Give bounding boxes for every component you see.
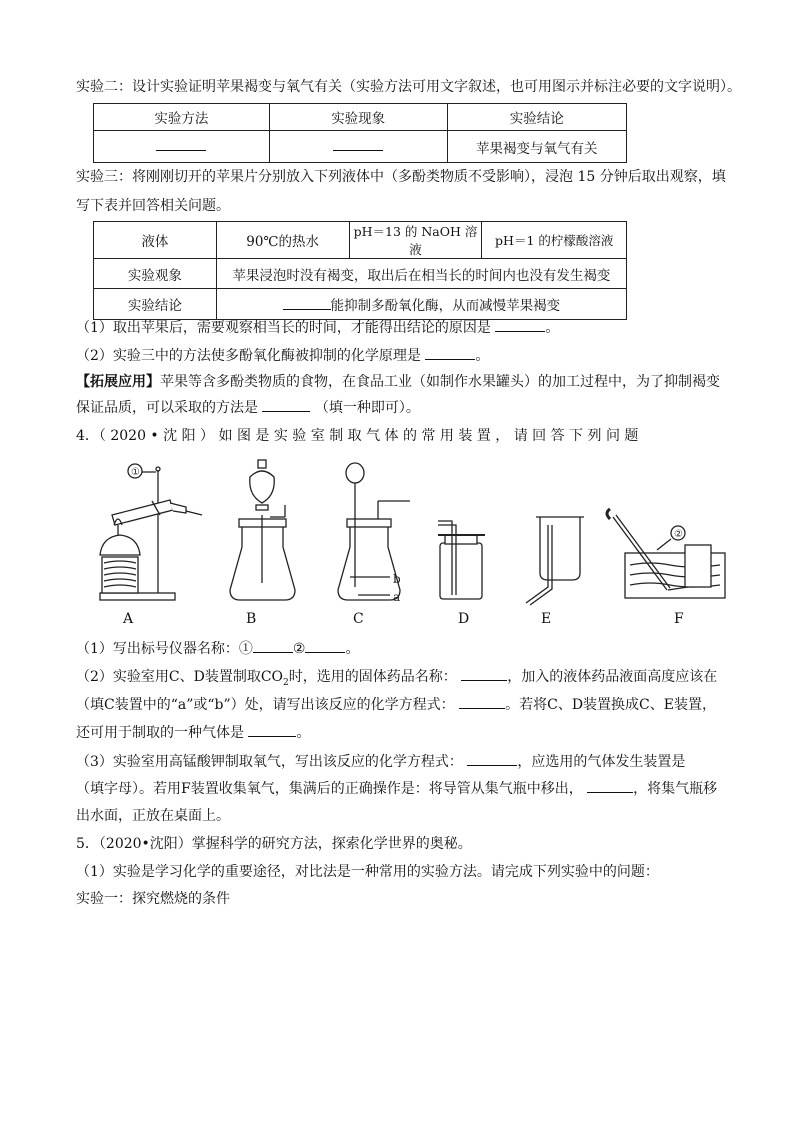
p4-question-2-line3 [76,722,310,742]
answer-blank[interactable] [587,792,633,793]
punct: 。 [545,320,560,336]
label-b: B [246,611,257,627]
question-text: ，加入的液体药品液面高度应该在 [507,669,718,685]
answer-blank[interactable] [156,150,206,151]
apparatus-b [230,460,295,600]
p4-question-3-line1 [76,751,685,771]
mark-2: ② [674,529,683,540]
table-header: 实验现象 [269,104,447,131]
answer-blank[interactable] [495,331,545,332]
mark-1: ① [131,467,140,478]
table-cell[interactable] [94,131,270,163]
mark-a: a [393,590,401,604]
p4-question-2-line2 [76,694,716,714]
label-a: A [123,611,134,627]
table-cell: 90℃的热水 [216,222,349,259]
question-text: （1）取出苹果后，需要观察相当长的时间，才能得出结论的原因是 [76,320,491,336]
table-header: 实验结论 [447,104,626,131]
exp2-intro: 实验二：设计实验证明苹果褐变与氧气有关（实验方法可用文字叙述，也可用图示并标注必要的文字说明）。 [76,79,741,95]
punct: 。 [475,348,490,364]
p5-question-1: （1）实验是学习化学的重要途径，对比法是一种常用的实验方法。请完成下列实验中的问题： [76,864,659,880]
apparatus-e [526,517,584,605]
answer-blank[interactable] [283,309,331,310]
answer-blank[interactable] [253,652,293,653]
table-exp2 [93,103,627,163]
apparatus-a [100,464,202,600]
question-text: （2）实验室用C、D装置制取CO [76,669,284,685]
question-text: （1）写出标号仪器名称：① [76,641,253,657]
table-cell: 液体 [94,222,217,259]
table-cell [216,289,626,320]
p4-question-2-line1 [76,666,717,688]
question-text: （填C装置中的“a”或“b”）处，请写出该反应的化学方程式： [76,697,455,713]
question-text: 还可用于制取的一种气体是 [76,725,244,741]
extension-line2 [76,397,420,417]
exp3-line2: 写下表并回答相关问题。 [76,198,230,214]
question-text: 。若将C、D装置换成C、E装置， [505,697,716,713]
subscript: 2 [283,677,289,688]
question-text: （2）实验三中的方法使多酚氧化酶被抑制的化学原理是 [76,348,421,364]
question-text: ，应选用的气体发生装置是 [517,754,686,770]
table-cell[interactable] [269,131,447,163]
label-f: F [674,611,684,627]
question-text: （3）实验室用高锰酸钾制取氧气，写出该反应的化学方程式： [76,754,463,770]
answer-blank[interactable] [459,708,505,709]
p4-question-3-line2 [76,778,717,798]
apparatus-d [438,521,485,599]
question-1 [76,317,559,337]
conclusion-text: 能抑制多酚氧化酶，从而减慢苹果褐变 [330,298,561,314]
problem-4-title: 4．（ 2020 • 沈 阳 ） 如 图 是 实 验 室 制 取 气 体 的 常 用 装 置 ， 请 回 答 下 列 问 题 [76,428,639,444]
question-text: 。 [345,641,360,657]
question-text: ② [292,641,306,657]
answer-blank[interactable] [461,680,507,681]
label-e: E [541,611,552,627]
answer-blank[interactable] [248,736,296,737]
question-text: （填字母）。若用F装置收集氧气，集满后的正确操作是：将导管从集气瓶中移出， [76,781,583,797]
answer-blank[interactable] [467,765,517,766]
question-text: 时，选用的固体药品名称： [288,669,457,685]
extension-label: 【拓展应用】 [76,374,160,390]
table-cell: pH＝1 的柠檬酸溶液 [482,222,627,259]
apparatus-f [607,509,725,598]
answer-blank[interactable] [425,359,475,360]
answer-blank[interactable] [333,150,383,151]
mark-b: b [393,572,401,586]
extension-text: （填一种即可）。 [314,400,420,416]
table-cell: 苹果褐变与氧气有关 [447,131,626,163]
exp3-line1: 实验三：将刚刚切开的苹果片分别放入下列液体中（多酚类物质不受影响），浸泡 15 分钟后取出观察，填 [76,169,726,185]
answer-blank[interactable] [305,652,345,653]
p4-question-3-line3: 出水面，正放在桌面上。 [76,808,230,824]
extension-line1 [76,371,720,391]
question-2 [76,345,489,365]
label-d: D [458,611,470,627]
problem-5-title: 5．（2020•沈阳）掌握科学的研究方法，探索化学世界的奥秘。 [76,836,472,852]
table-cell: 实验观象 [94,259,217,289]
extension-text: 保证品质，可以采取的方法是 [76,400,258,416]
table-cell: 苹果浸泡时没有褐变，取出后在相当长的时间内也没有发生褐变 [216,259,626,289]
label-c: C [353,611,364,627]
punct: 。 [296,725,311,741]
answer-blank[interactable] [262,411,310,412]
table-cell: 实验结论 [94,289,217,320]
apparatus-c [338,463,410,604]
p5-experiment-1: 实验一：探究燃烧的条件 [76,891,230,907]
p4-question-1 [76,638,359,658]
table-header: 实验方法 [94,104,270,131]
question-text: ，将集气瓶移 [633,781,718,797]
apparatus-figure [90,455,730,615]
table-cell: pH＝13 的 NaOH 溶液 [349,222,482,259]
table-exp3 [93,221,627,320]
extension-text: 苹果等含多酚类物质的食物，在食品工业（如制作水果罐头）的加工过程中，为了抑制褐变 [160,374,720,390]
